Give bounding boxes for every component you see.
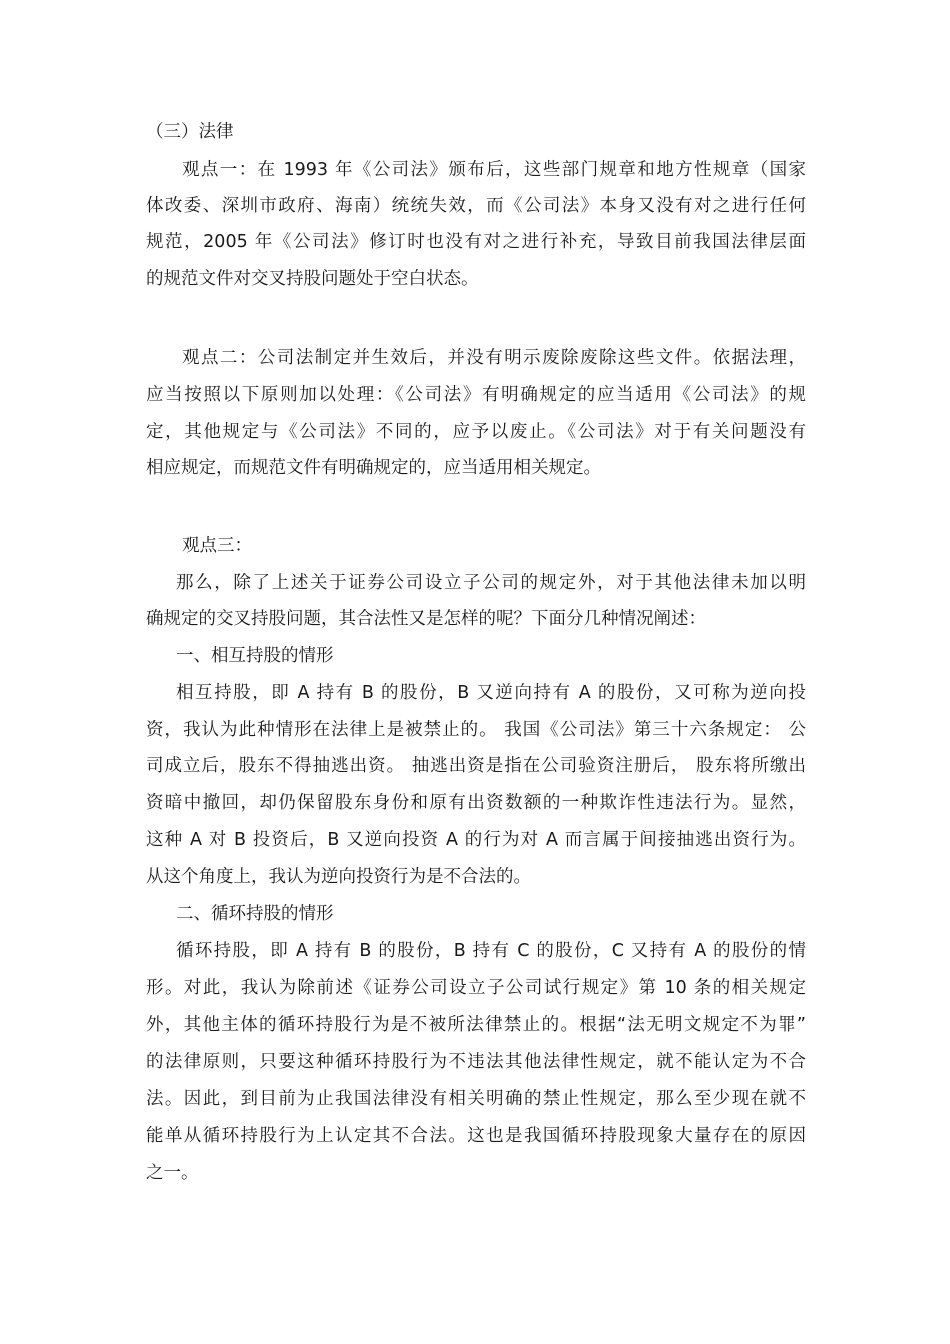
subheading-circular-holding: 二、循环持股的情形 [176,904,334,924]
text-line: 资暗中撤回，却仍保留股东身份和原有出资数额的一种欺诈性违法行为。显然， [146,793,806,813]
text-line: 资，我认为此种情形在法律上是被禁止的。 我国《公司法》第三十六条规定： 公 [146,720,806,740]
text-line: 这种 A 对 B 投资后，B 又逆向投资 A 的行为对 A 而言属于间接抽逃出资行为。 [146,830,806,850]
text-line: 司成立后，股东不得抽逃出资。 抽逃出资是指在公司验资注册后， 股东将所缴出 [146,756,806,776]
text-line: 体改委、深圳市政府、海南）统统失效，而《公司法》本身又没有对之进行任何 [146,196,806,216]
viewpoint-3-label: 观点三： [182,536,252,556]
text-line: 外，其他主体的循环持股行为是不被所法律禁止的。根据“法无明文规定不为罪” [146,1015,806,1035]
text-line: 相应规定，而规范文件有明确规定的，应当适用相关规定。 [146,458,601,478]
subheading-mutual-holding: 一、相互持股的情形 [176,646,334,666]
text-line: 定，其他规定与《公司法》不同的，应予以废止。《公司法》对于有关问题没有 [146,422,806,442]
text-line: 循环持股，即 A 持有 B 的股份，B 持有 C 的股份，C 又持有 A 的股份的情 [176,941,806,961]
text-line: 观点一：在 1993 年《公司法》颁布后，这些部门规章和地方性规章（国家 [182,160,806,180]
section-heading: （三）法律 [146,122,234,142]
text-line: 形。对此，我认为除前述《证券公司设立子公司试行规定》第 10 条的相关规定 [146,978,806,998]
text-line: 能单从循环持股行为上认定其不合法。这也是我国循环持股现象大量存在的原因 [146,1126,806,1146]
text-line: 的法律原则，只要这种循环持股行为不违法其他法律性规定，就不能认定为不合 [146,1052,806,1072]
text-line: 之一。 [146,1163,199,1183]
text-line: 相互持股，即 A 持有 B 的股份，B 又逆向持有 A 的股份，又可称为逆向投 [176,683,806,703]
text-line: 法。因此，到目前为止我国法律没有相关明确的禁止性规定，那么至少现在就不 [146,1089,806,1109]
text-line: 从这个角度上，我认为逆向投资行为是不合法的。 [146,867,531,887]
text-line: 规范，2005 年《公司法》修订时也没有对之进行补充，导致目前我国法律层面 [146,232,806,252]
text-line: 确规定的交叉持股问题，其合法性又是怎样的呢？下面分几种情况阐述： [146,609,706,629]
text-line: 那么，除了上述关于证券公司设立子公司的规定外，对于其他法律未加以明 [176,573,806,593]
text-line: 应当按照以下原则加以处理：《公司法》有明确规定的应当适用《公司法》的规 [146,385,806,405]
text-line: 观点二：公司法制定并生效后，并没有明示废除废除这些文件。依据法理， [182,348,806,368]
text-line: 的规范文件对交叉持股问题处于空白状态。 [146,269,479,289]
